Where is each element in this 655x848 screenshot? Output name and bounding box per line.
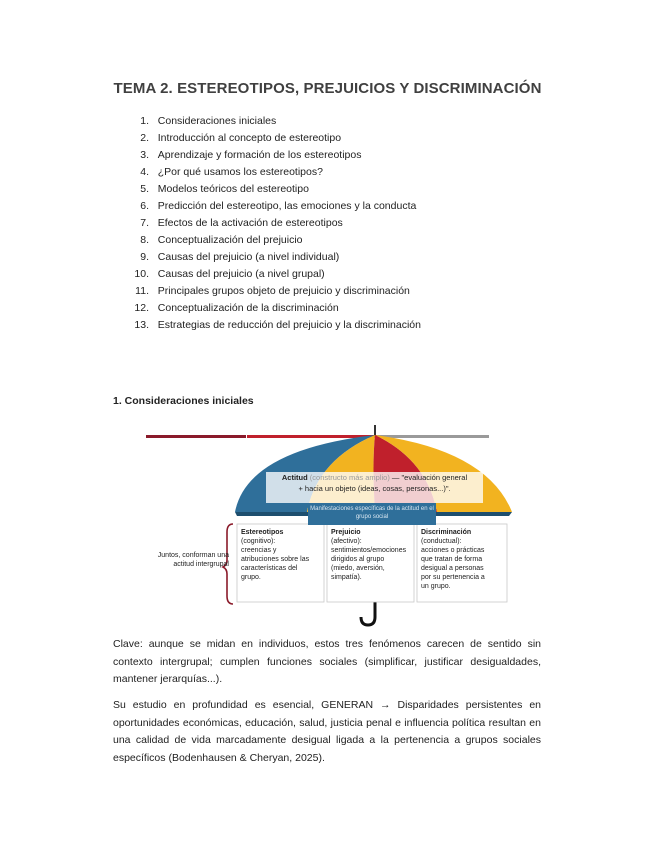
prejudice-title: Prejuicio [331, 529, 361, 536]
discrimination-title: Discriminación [421, 529, 472, 536]
toc-item-number: 10. [134, 268, 149, 280]
toc-item [128, 130, 421, 147]
toc-item [128, 266, 421, 283]
prejudice-line: dirigidos al grupo [331, 556, 385, 563]
toc-item [128, 215, 421, 232]
toc-item-number: 4. [140, 166, 149, 178]
stereotype-line: creencias y [241, 547, 277, 554]
toc-item-number: 13. [134, 319, 149, 331]
paragraph-1: Clave: aunque se midan en individuos, estos tres fenómenos carecen de sentido sin contexto intergrupal; cumplen funciones sociales (simplificar, justificar desigualdades, mantener jerarquías...). [113, 638, 541, 685]
stereotype-line: características del [241, 565, 298, 572]
stereotype-line: (cognitivo): [241, 538, 276, 545]
left-label [149, 551, 229, 569]
toc-item [128, 232, 421, 249]
discrimination-line: por su pertenencia a [421, 574, 485, 581]
discrimination-line: que tratan de forma [421, 556, 483, 563]
left-label-line-1: Juntos, conforman una [157, 552, 229, 559]
toc-item-number: 1. [140, 115, 149, 127]
toc-item-label: Causas del prejuicio (a nivel individual) [157, 251, 340, 263]
stereotype-line: atribuciones sobre las [241, 556, 310, 563]
toc-item-number: 3. [140, 149, 149, 161]
toc-item-label: Efectos de la activación de estereotipos [157, 217, 343, 229]
key-paragraph [113, 636, 541, 689]
toc-item [128, 283, 421, 300]
stereotype-title: Estereotipos [241, 529, 284, 536]
study-paragraph [113, 697, 541, 767]
toc-item [128, 147, 421, 164]
umbrella-figure [137, 420, 512, 630]
umbrella-handle [361, 617, 375, 625]
attitude-label: Actitud [281, 473, 308, 482]
prejudice-text [331, 528, 413, 582]
table-of-contents [128, 113, 421, 334]
toc-item-number: 7. [140, 217, 149, 229]
toc-item-label: Modelos teóricos del estereotipo [157, 183, 309, 195]
toc-item-number: 12. [134, 302, 149, 314]
stereotype-text [241, 528, 323, 582]
toc-item [128, 317, 421, 334]
toc-item-label: ¿Por qué usamos los estereotipos? [157, 166, 323, 178]
toc-item-label: Conceptualización del prejuicio [157, 234, 303, 246]
toc-item-number: 11. [135, 285, 149, 297]
manifestations-band: Manifestaciones específicas de la actitud en el grupo social [308, 503, 436, 525]
discrimination-line: desigual a personas [421, 565, 484, 572]
left-label-line-2: actitud intergrupal [173, 561, 229, 568]
toc-item-number: 5. [140, 183, 149, 195]
toc-item-number: 9. [140, 251, 149, 263]
toc-item-number: 2. [140, 132, 149, 144]
toc-item-label: Consideraciones iniciales [157, 115, 277, 127]
attitude-definition-1: — "evaluación general [391, 473, 468, 482]
attitude-muted: (constructo más amplio) [309, 473, 390, 482]
toc-item [128, 181, 421, 198]
prejudice-line: (afectivo): [331, 538, 362, 545]
toc-item-label: Introducción al concepto de estereotipo [157, 132, 342, 144]
attitude-definition-2: + hacia un objeto (ideas, cosas, personas...)". [298, 484, 451, 493]
prejudice-line: (miedo, aversión, [331, 565, 385, 572]
toc-item [128, 249, 421, 266]
toc-item [128, 113, 421, 130]
top-line-dark-red [146, 435, 246, 438]
toc-item [128, 300, 421, 317]
toc-item-label: Aprendizaje y formación de los estereotipos [157, 149, 362, 161]
page-title: TEMA 2. ESTEREOTIPOS, PREJUICIOS Y DISCRIMINACIÓN [113, 80, 542, 97]
attitude-box [266, 472, 483, 503]
toc-item-label: Estrategias de reducción del prejuicio y la discriminación [157, 319, 421, 331]
toc-item-label: Predicción del estereotipo, las emociones y la conducta [157, 200, 417, 212]
discrimination-text [421, 528, 506, 591]
top-line-grey [377, 435, 489, 438]
discrimination-line: acciones o prácticas [421, 547, 485, 554]
toc-item-number: 8. [140, 234, 149, 246]
toc-item-label: Conceptualización de la discriminación [157, 302, 339, 314]
paragraph-2: Su estudio en profundidad es esencial, GENERAN → Disparidades persistentes en oportunidades económicas, educación, salud, justicia penal e influencia política resultan en una calidad de vida marcadamente desigual ligada a la pertenencia a grupos sociales específicos (Bodenhausen & Cheryan, 2025). [113, 699, 541, 764]
prejudice-line: sentimientos/emociones [331, 547, 407, 554]
toc-item-label: Principales grupos objeto de prejuicio y discriminación [157, 285, 410, 297]
umbrella-illustration [137, 420, 512, 630]
toc-item-label: Causas del prejuicio (a nivel grupal) [157, 268, 325, 280]
discrimination-line: un grupo. [421, 583, 451, 590]
discrimination-line: (conductual): [421, 538, 462, 545]
toc-item [128, 198, 421, 215]
stereotype-line: grupo. [241, 574, 261, 581]
prejudice-line: simpatía). [331, 574, 362, 581]
section-heading: 1. Consideraciones iniciales [113, 395, 254, 407]
toc-item-number: 6. [140, 200, 149, 212]
toc-item [128, 164, 421, 181]
